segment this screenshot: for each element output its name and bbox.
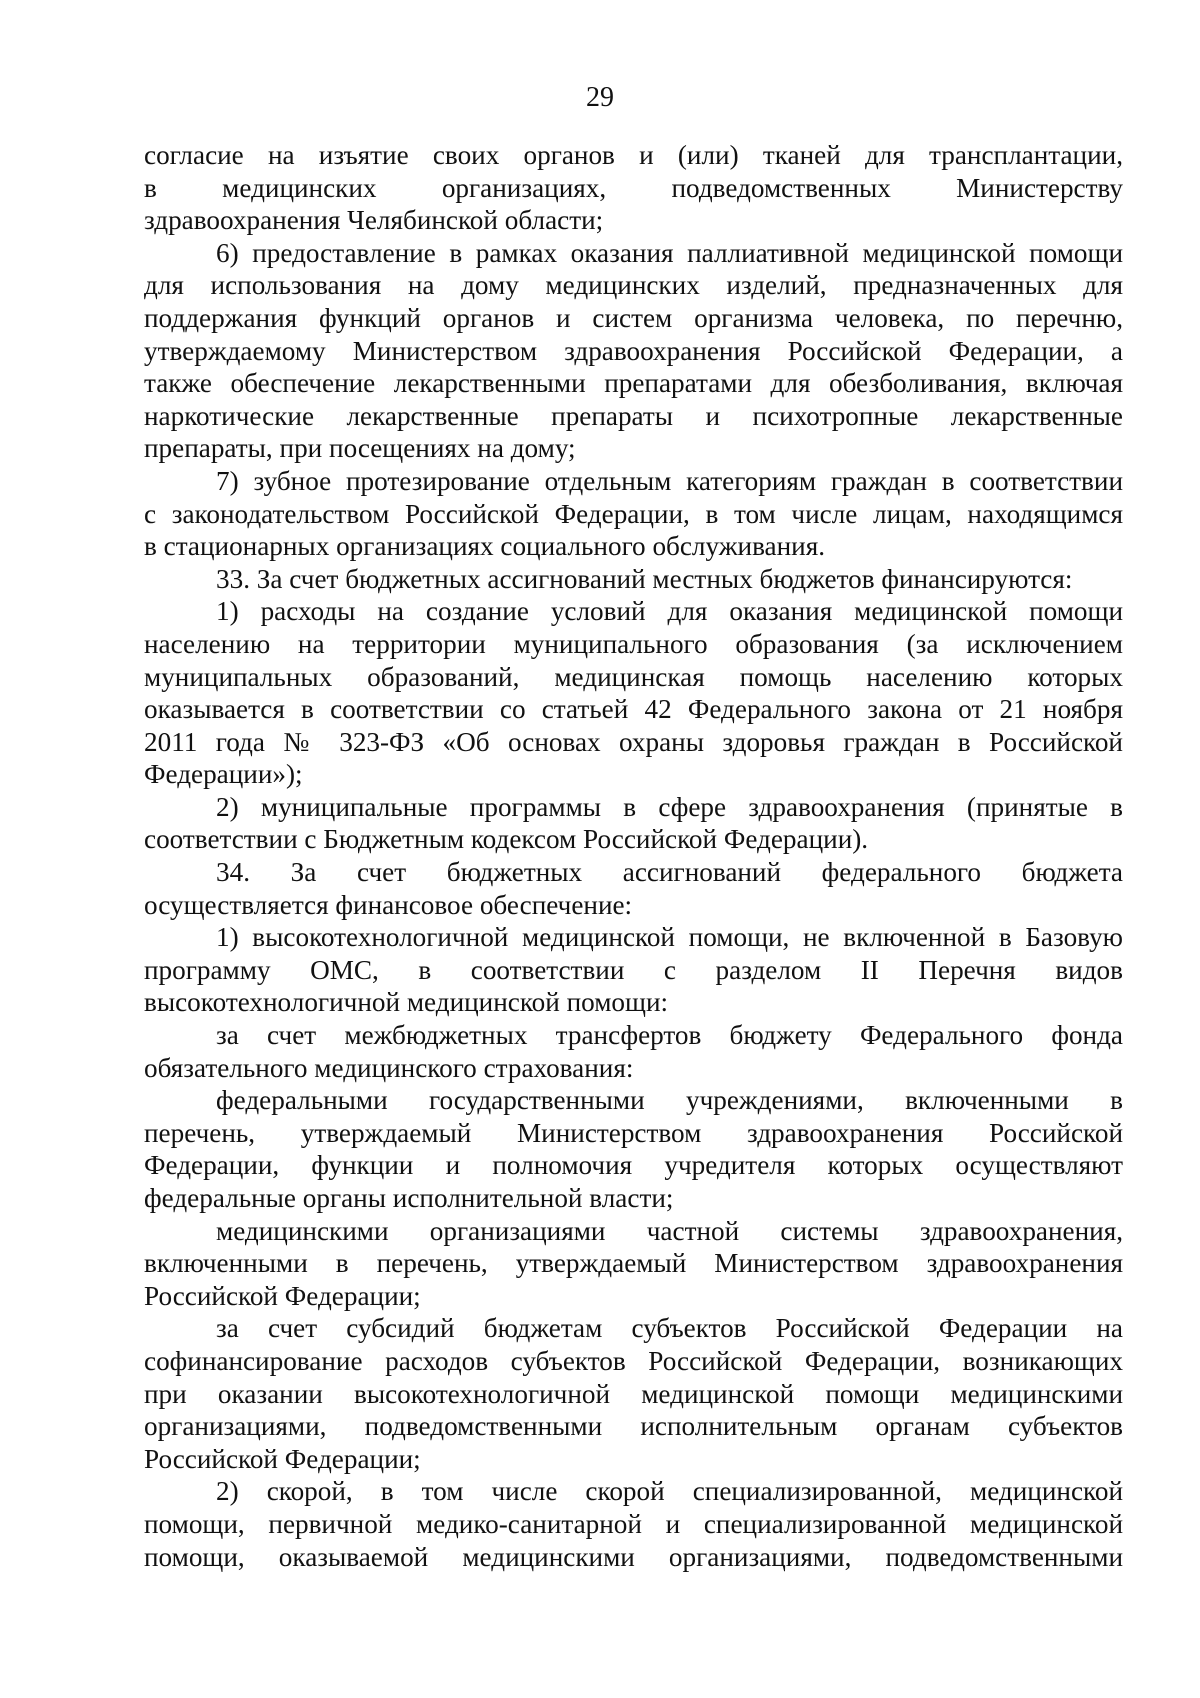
text-line: при оказании высокотехнологичной медицинской помощи медицинскими — [144, 1378, 1123, 1409]
paragraph — [144, 1475, 1123, 1573]
paragraph — [144, 237, 1123, 465]
document-body — [144, 139, 1123, 1573]
text-line: организациями, подведомственными исполнительным органам субъектов — [144, 1411, 1123, 1442]
paragraph — [144, 465, 1123, 563]
text-line: 2) скорой, в том числе скорой специализированной, медицинской — [216, 1476, 1123, 1507]
text-line: программу ОМС, в соответствии с разделом II Перечня видов — [144, 954, 1123, 985]
text-line: федеральными государственными учреждениями, включенными в — [216, 1085, 1123, 1116]
text-line: здравоохранения Челябинской области; — [144, 205, 604, 236]
text-line: Федерации»); — [144, 759, 303, 790]
paragraph — [144, 921, 1123, 1019]
text-line: федеральные органы исполнительной власти; — [144, 1183, 674, 1213]
text-line: 7) зубное протезирование отдельным категориям граждан в соответствии — [216, 465, 1123, 496]
text-line: помощи, оказываемой медицинскими организациями, подведомственными — [144, 1541, 1123, 1572]
text-line: также обеспечение лекарственными препаратами для обезболивания, включая — [144, 368, 1123, 399]
text-line: за счет межбюджетных трансфертов бюджету Федерального фонда — [216, 1020, 1123, 1051]
text-line: оказывается в соответствии со статьей 42 Федерального закона от 21 ноября — [144, 694, 1123, 725]
text-line: 1) расходы на создание условий для оказания медицинской помощи — [216, 596, 1123, 627]
text-line: в стационарных организациях социального обслуживания. — [144, 531, 826, 562]
text-line: утверждаемому Министерством здравоохранения Российской Федерации, а — [144, 335, 1123, 366]
paragraph — [144, 1215, 1123, 1313]
text-line: наркотические лекарственные препараты и психотропные лекарственные — [144, 400, 1123, 431]
text-line: населению на территории муниципального образования (за исключением — [144, 628, 1123, 659]
text-line: для использования на дому медицинских изделий, предназначенных для — [144, 270, 1123, 301]
text-line: софинансирование расходов субъектов Российской Федерации, возникающих — [144, 1345, 1123, 1376]
text-line: медицинскими организациями частной системы здравоохранения, — [216, 1215, 1123, 1246]
text-line: поддержания функций органов и систем организма человека, по перечню, — [144, 302, 1123, 333]
text-line: 2) муниципальные программы в сфере здравоохранения (принятые в — [216, 791, 1123, 822]
text-line: 1) высокотехнологичной медицинской помощи, не включенной в Базовую — [216, 922, 1123, 953]
text-line: препараты, при посещениях на дому; — [144, 433, 576, 464]
paragraph — [144, 791, 1123, 856]
paragraph — [144, 1312, 1123, 1475]
text-line: перечень, утверждаемый Министерством здравоохранения Российской — [144, 1117, 1123, 1148]
text-line: 2011 года № 323-ФЗ «Об основах охраны здоровья граждан в Российской — [144, 726, 1123, 757]
text-line: 6) предоставление в рамках оказания паллиативной медицинской помощи — [216, 237, 1123, 268]
text-line: в медицинских организациях, подведомственных Министерству — [144, 172, 1123, 203]
paragraph — [144, 1019, 1123, 1084]
text-line: Российской Федерации; — [144, 1443, 421, 1474]
text-line: Российской Федерации; — [144, 1280, 421, 1311]
text-line: обязательного медицинского страхования: — [144, 1052, 634, 1083]
text-line: помощи, первичной медико-санитарной и специализированной медицинской — [144, 1508, 1123, 1539]
text-line: соответствии с Бюджетным кодексом Российской Федерации). — [144, 824, 869, 855]
text-line: Федерации, функции и полномочия учредителя которых осуществляют — [144, 1150, 1123, 1181]
text-line: за счет субсидий бюджетам субъектов Российской Федерации на — [216, 1313, 1123, 1344]
paragraph — [144, 139, 1123, 237]
page-number: 29 — [586, 82, 614, 113]
text-line: осуществляется финансовое обеспечение: — [144, 889, 633, 920]
text-line: высокотехнологичной медицинской помощи: — [144, 987, 669, 1018]
text-line: муниципальных образований, медицинская помощь населению которых — [144, 661, 1123, 692]
text-line: включенными в перечень, утверждаемый Министерством здравоохранения — [144, 1248, 1123, 1279]
paragraph — [144, 595, 1123, 791]
text-line: согласие на изъятие своих органов и (или) тканей для трансплантации, — [144, 140, 1123, 170]
paragraph — [144, 856, 1123, 921]
paragraph — [144, 1084, 1123, 1214]
text-line: 33. За счет бюджетных ассигнований местных бюджетов финансируются: — [216, 563, 1073, 594]
paragraph — [144, 563, 1123, 596]
text-line: 34. За счет бюджетных ассигнований федерального бюджета — [216, 857, 1123, 888]
text-line: с законодательством Российской Федерации, в том числе лицам, находящимся — [144, 498, 1123, 529]
